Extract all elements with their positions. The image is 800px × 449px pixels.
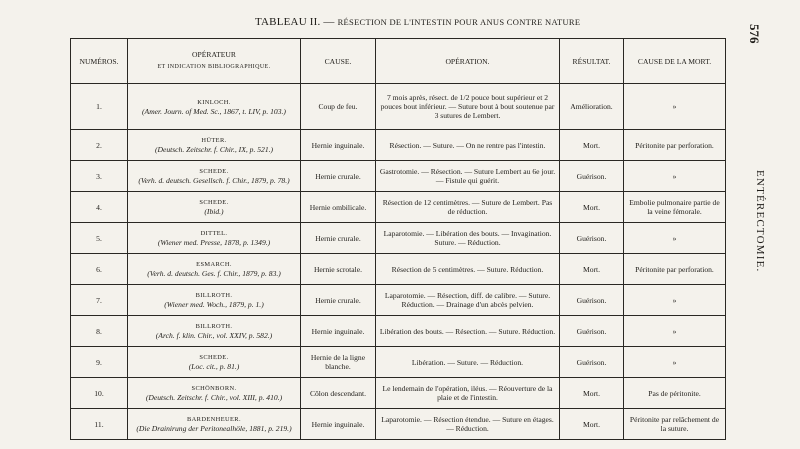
operator-name: BILLROTH.	[195, 292, 233, 299]
table-row	[71, 378, 726, 409]
cell-num: 10.	[71, 378, 128, 409]
cell-cause: Hernie inguinale.	[301, 130, 376, 161]
operator-reference: (Amer. Journ. of Med. Sc., 1867, t. LIV, p. 103.)	[142, 106, 286, 116]
table-row	[71, 285, 726, 316]
operator-name: DITTEL.	[200, 230, 228, 237]
cell-death-cause: Embolie pulmonaire partie de la veine fémorale.	[624, 192, 726, 223]
cell-num: 3.	[71, 161, 128, 192]
cell-cause: Hernie ombilicale.	[301, 192, 376, 223]
cell-death-cause: »	[624, 316, 726, 347]
cell-result: Guérison.	[560, 285, 624, 316]
cell-result: Mort.	[560, 192, 624, 223]
title-sub: RÉSECTION DE L'INTESTIN POUR ANUS CONTRE NATURE	[337, 17, 581, 27]
cell-operation: Résection de 12 centimètres. — Suture de Lembert. Pas de réduction.	[376, 192, 560, 223]
cell-result: Guérison.	[560, 161, 624, 192]
cell-cause: Hernie inguinale.	[301, 316, 376, 347]
cell-result: Mort.	[560, 409, 624, 440]
cell-operation: Gastrotomie. — Résection. — Suture Lembert au 6e jour. — Fistule qui guérit.	[376, 161, 560, 192]
operator-name: HÜTER.	[201, 137, 227, 144]
table-row	[71, 316, 726, 347]
operator-reference: (Wiener med. Presse, 1878, p. 1349.)	[157, 238, 271, 247]
cell-death-cause: Péritonite par perforation.	[624, 130, 726, 161]
page-number: 576	[747, 24, 762, 44]
header-row	[71, 39, 726, 84]
operator-name: ESMARCH.	[196, 261, 232, 268]
cell-operator	[128, 254, 301, 285]
operator-name: SCHEDE.	[199, 199, 229, 206]
cell-operator	[128, 347, 301, 378]
cell-num: 1.	[71, 84, 128, 130]
cell-operator	[128, 285, 301, 316]
header-num: NUMÉROS.	[71, 39, 128, 84]
header-operateur-main: OPÉRATEUR	[192, 50, 236, 59]
cell-operator	[128, 223, 301, 254]
cell-num: 5.	[71, 223, 128, 254]
operator-reference: (Verh. d. deutsch. Gesellsch. f. Chir., 1879, p. 78.)	[138, 176, 290, 185]
cell-cause: Hernie scrotale.	[301, 254, 376, 285]
cell-death-cause: »	[624, 84, 726, 130]
cell-operation: Libération. — Suture. — Réduction.	[376, 347, 560, 378]
operator-reference: (Die Drainirung der Peritonealhöle, 1881, p. 219.)	[136, 424, 292, 433]
cell-result: Mort.	[560, 378, 624, 409]
table-row	[71, 84, 726, 130]
cell-result: Guérison.	[560, 347, 624, 378]
cell-death-cause: Péritonite par perforation.	[624, 254, 726, 285]
cell-death-cause: Pas de péritonite.	[624, 378, 726, 409]
operator-reference: (Ibid.)	[204, 207, 224, 216]
cell-operator	[128, 130, 301, 161]
cell-operation: Laparotomie. — Résection, diff. de calibre. — Suture. Réduction. — Drainage d'un abcès pelvien.	[376, 285, 560, 316]
title-main: TABLEAU II. —	[255, 16, 338, 28]
header-operateur	[128, 39, 301, 84]
header-operation: OPÉRATION.	[376, 39, 560, 84]
cell-num: 11.	[71, 409, 128, 440]
table-row	[71, 192, 726, 223]
operator-reference: (Deutsch. Zeitschr. f. Chir., IX, p. 521.)	[154, 145, 274, 154]
cell-result: Guérison.	[560, 316, 624, 347]
cell-cause: Côlon descendant.	[301, 378, 376, 409]
table-row	[71, 409, 726, 440]
operator-name: BILLROTH.	[195, 323, 233, 330]
cell-operator	[128, 84, 301, 130]
cell-num: 4.	[71, 192, 128, 223]
cell-death-cause: »	[624, 285, 726, 316]
operator-reference: (Loc. cit., p. 81.)	[188, 362, 240, 371]
resection-table	[70, 38, 726, 440]
operator-name: SCHÖNBORN.	[191, 385, 237, 392]
cell-operator	[128, 378, 301, 409]
header-mort: CAUSE DE LA MORT.	[624, 39, 726, 84]
cell-cause: Hernie de la ligne blanche.	[301, 347, 376, 378]
operator-reference: (Arch. f. klin. Chir., vol. XXIV, p. 582.)	[155, 331, 273, 340]
header-resultat: RÉSULTAT.	[560, 39, 624, 84]
cell-death-cause: Péritonite par relâchement de la suture.	[624, 409, 726, 440]
cell-num: 7.	[71, 285, 128, 316]
cell-result: Guérison.	[560, 223, 624, 254]
cell-operator	[128, 192, 301, 223]
cell-death-cause: »	[624, 161, 726, 192]
cell-result: Mort.	[560, 254, 624, 285]
cell-operation: 7 mois après, résect. de 1/2 pouce bout supérieur et 2 pouces bout inférieur. — Suture bout à bout soutenue par 3 sutures de Lembert.	[376, 84, 560, 130]
cell-death-cause: »	[624, 223, 726, 254]
operator-name: KINLOCH.	[197, 98, 231, 106]
cell-operator	[128, 409, 301, 440]
cell-operation: Résection. — Suture. — On ne rentre pas l'intestin.	[376, 130, 560, 161]
header-cause: CAUSE.	[301, 39, 376, 84]
cell-operation: Libération des bouts. — Résection. — Suture. Réduction.	[376, 316, 560, 347]
cell-num: 9.	[71, 347, 128, 378]
header-operateur-sub: ET INDICATION BIBLIOGRAPHIQUE.	[157, 64, 271, 70]
cell-cause: Hernie crurale.	[301, 285, 376, 316]
cell-operator	[128, 161, 301, 192]
cell-result: Mort.	[560, 130, 624, 161]
table-row	[71, 223, 726, 254]
cell-cause: Hernie crurale.	[301, 161, 376, 192]
operator-reference: (Deutsch. Zeitschr. f. Chir., vol. XIII, p. 410.)	[145, 393, 283, 402]
operator-name: BARDENHEUER.	[187, 416, 241, 423]
cell-operation: Laparotomie. — Libération des bouts. — Invagination. Suture. — Réduction.	[376, 223, 560, 254]
operator-reference: (Wiener med. Woch., 1879, p. 1.)	[164, 300, 264, 309]
cell-cause: Coup de feu.	[301, 84, 376, 130]
operator-name: SCHEDE.	[199, 354, 229, 361]
table-row	[71, 130, 726, 161]
cell-operation: Résection de 5 centimètres. — Suture. Réduction.	[376, 254, 560, 285]
cell-death-cause: »	[624, 347, 726, 378]
operator-reference: (Verh. d. deutsch. Ges. f. Chir., 1879, p. 83.)	[147, 269, 281, 278]
cell-result: Amélioration.	[560, 84, 624, 130]
cell-num: 6.	[71, 254, 128, 285]
table-title	[255, 16, 655, 28]
cell-operation: Laparotomie. — Résection étendue. — Suture en étages. — Réduction.	[376, 409, 560, 440]
cell-num: 8.	[71, 316, 128, 347]
side-running-title: ENTÉRECTOMIE.	[754, 170, 766, 273]
cell-operation: Le lendemain de l'opération, iléus. — Réouverture de la plaie et de l'intestin.	[376, 378, 560, 409]
table-row	[71, 254, 726, 285]
cell-cause: Hernie crurale.	[301, 223, 376, 254]
cell-operator	[128, 316, 301, 347]
table-row	[71, 347, 726, 378]
operator-name: SCHEDE.	[199, 168, 229, 175]
table-row	[71, 161, 726, 192]
cell-num: 2.	[71, 130, 128, 161]
cell-cause: Hernie inguinale.	[301, 409, 376, 440]
